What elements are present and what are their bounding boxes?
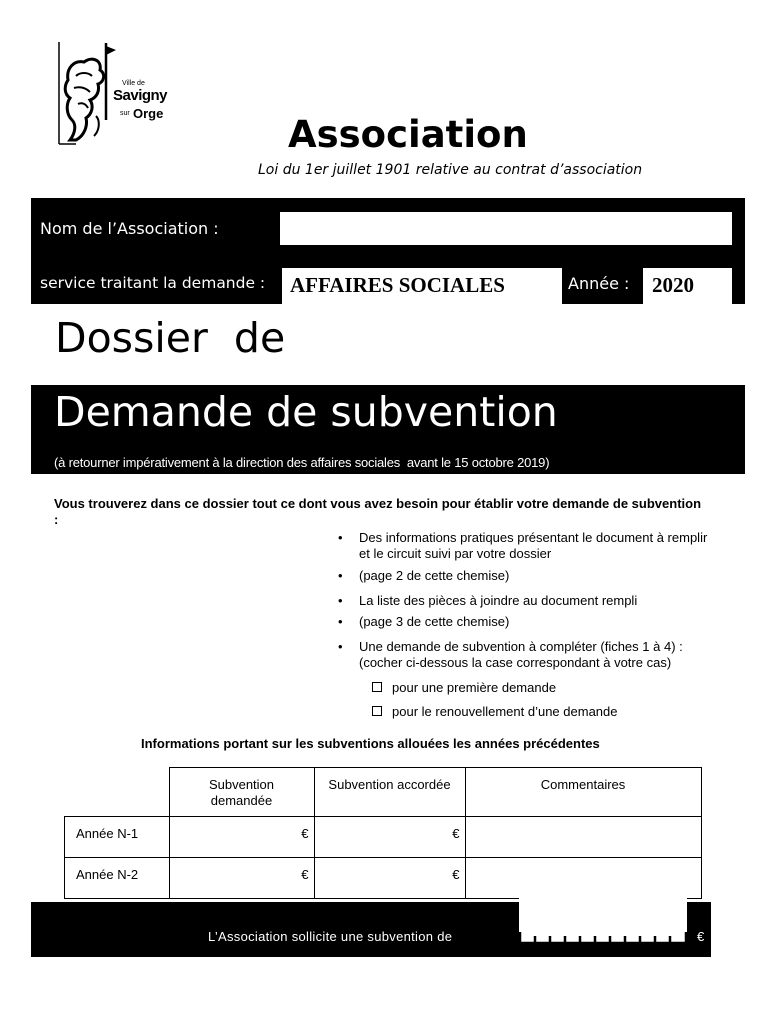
- granted-amount-cell[interactable]: €: [314, 858, 465, 899]
- checkbox-first-request[interactable]: [372, 682, 382, 692]
- association-name-label: Nom de l’Association :: [40, 219, 219, 238]
- granted-amount-cell[interactable]: €: [314, 817, 465, 858]
- dossier-heading: Dossier de: [55, 314, 286, 362]
- logo-ville-de-text: Ville de: [122, 80, 145, 87]
- bullet-icon: •: [338, 639, 343, 654]
- service-label: service traitant la demande :: [40, 274, 266, 292]
- row-label: Année N-1: [65, 817, 170, 858]
- table-header-row: [65, 768, 702, 817]
- comments-cell[interactable]: [465, 817, 701, 858]
- currency-symbol: €: [697, 929, 705, 944]
- digit-separator-ticks: [519, 930, 687, 944]
- list-item-text: (page 3 de cette chemise): [359, 614, 510, 629]
- bullet-icon: •: [338, 593, 343, 608]
- subsidy-request-label: L’Association sollicite une subvention de: [208, 929, 453, 944]
- checkbox-label: pour une première demande: [392, 680, 557, 695]
- return-deadline-note: (à retourner impérativement à la direction des affaires sociales avant le 15 octobre 2019): [54, 455, 550, 470]
- list-item-text: (page 2 de cette chemise): [359, 568, 510, 583]
- first-request-option[interactable]: [372, 680, 556, 695]
- bullet-icon: •: [338, 614, 343, 629]
- page-subtitle: Loi du 1er juillet 1901 relative au contrat d’association: [258, 162, 643, 178]
- column-header: Commentaires: [465, 768, 701, 817]
- checkbox-renewal-request[interactable]: [372, 706, 382, 716]
- demande-heading: Demande de subvention: [54, 388, 558, 436]
- service-value: AFFAIRES SOCIALES: [290, 273, 505, 297]
- association-name-field[interactable]: [280, 212, 732, 245]
- list-item-text: Une demande de subvention à compléter (fiches 1 à 4) : (cocher ci-dessous la case correspondant à votre cas): [359, 639, 683, 670]
- checkbox-label: pour le renouvellement d’une demande: [392, 704, 618, 719]
- column-header: Subvention demandée: [169, 768, 314, 817]
- column-header: Subvention accordée: [314, 768, 465, 817]
- requested-amount-cell[interactable]: €: [169, 817, 314, 858]
- logo-orge-text: Orge: [133, 106, 164, 121]
- logo-sur-text: sur: [120, 110, 130, 117]
- page-title: Association: [288, 113, 528, 156]
- row-label: Année N-2: [65, 858, 170, 899]
- list-item-text: La liste des pièces à joindre au document rempli: [359, 593, 638, 608]
- table-row: [65, 858, 702, 899]
- previous-subsidies-table: [64, 767, 702, 899]
- bullet-icon: •: [338, 568, 343, 583]
- intro-text: Vous trouverez dans ce dossier tout ce dont vous avez besoin pour établir votre demande de subvention :: [54, 496, 702, 527]
- year-label: Année :: [568, 274, 630, 293]
- logo-savigny-text: Savigny: [113, 87, 168, 104]
- year-value: 2020: [652, 273, 694, 297]
- table-corner-cell: [65, 768, 170, 817]
- bullet-icon: •: [338, 530, 343, 545]
- table-row: [65, 817, 702, 858]
- renewal-request-option[interactable]: [372, 704, 618, 719]
- requested-amount-cell[interactable]: €: [169, 858, 314, 899]
- previous-subsidies-heading: Informations portant sur les subventions allouées les années précédentes: [141, 736, 600, 751]
- list-item-text: Des informations pratiques présentant le document à remplir et le circuit suivi par votre dossier: [359, 530, 708, 561]
- comments-cell[interactable]: [465, 858, 701, 899]
